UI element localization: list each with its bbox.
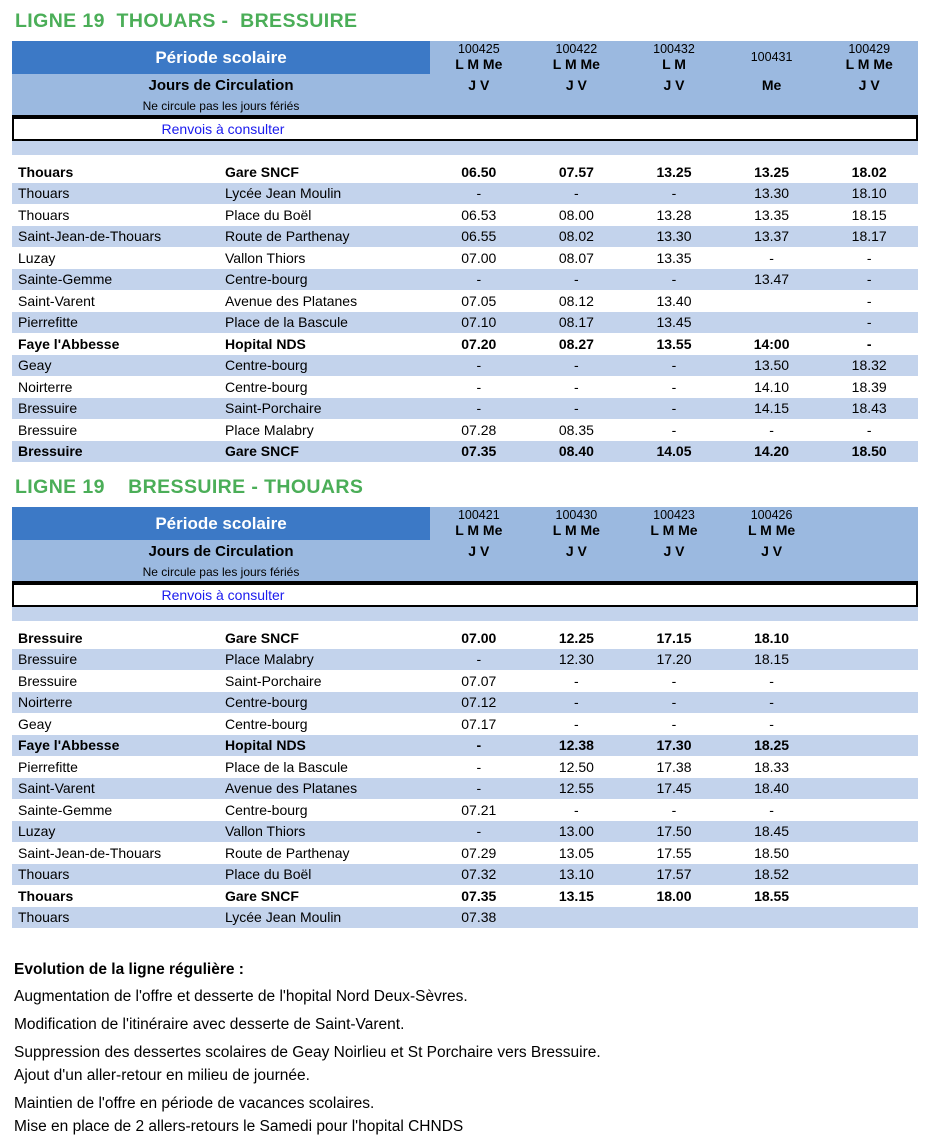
time-cell: 13.40 bbox=[656, 292, 692, 309]
time-cell: 18.02 bbox=[851, 163, 887, 180]
trip-header bbox=[625, 41, 723, 74]
time-cell: 18.43 bbox=[851, 400, 887, 417]
commune-name: Thouars bbox=[18, 866, 70, 883]
trip-jours: J V bbox=[663, 77, 685, 93]
table-title: LIGNE 19 BRESSUIRE - THOUARS bbox=[15, 476, 364, 498]
time-cell: 07.35 bbox=[461, 887, 497, 904]
time-cell: - bbox=[574, 400, 579, 417]
header-note-row bbox=[12, 96, 918, 118]
time-cell: 07.07 bbox=[461, 672, 497, 689]
stop-row bbox=[12, 735, 918, 757]
stop-name: Place Malabry bbox=[225, 421, 314, 438]
time-cell: 13.30 bbox=[656, 228, 692, 245]
time-cell: - bbox=[671, 357, 677, 374]
stop-row bbox=[12, 692, 918, 714]
stop-name: Lycée Jean Moulin bbox=[225, 909, 342, 926]
time-cell: 07.57 bbox=[558, 163, 594, 180]
time-cell: 18.39 bbox=[851, 378, 887, 395]
trip-jours: J V bbox=[858, 77, 880, 93]
time-cell: 07.28 bbox=[461, 421, 497, 438]
period-scolaire-label: Période scolaire bbox=[12, 507, 430, 540]
time-cell: 13.47 bbox=[754, 271, 790, 288]
time-cell: - bbox=[671, 694, 677, 711]
commune-name: Saint-Jean-de-Thouars bbox=[18, 228, 162, 245]
stop-row bbox=[12, 226, 918, 248]
time-cell: - bbox=[866, 249, 872, 266]
stop-name: Gare SNCF bbox=[225, 629, 299, 646]
time-cell: 18.15 bbox=[851, 206, 887, 223]
trip-code: 100422 bbox=[555, 41, 598, 56]
time-cell: - bbox=[476, 780, 482, 797]
trip-jours: J V bbox=[468, 543, 490, 559]
stop-row bbox=[12, 290, 918, 312]
evolution-paragraphs bbox=[14, 985, 928, 1138]
evolution-line: Mise en place de 2 allers-retours le Samedi pour l'hopital CHNDS bbox=[14, 1118, 464, 1135]
trip-header bbox=[723, 507, 821, 540]
time-cell: 13.35 bbox=[656, 249, 692, 266]
time-cell: 12.30 bbox=[558, 651, 594, 668]
time-cell: - bbox=[476, 400, 482, 417]
stop-name: Saint-Porchaire bbox=[225, 672, 322, 689]
stop-row bbox=[12, 756, 918, 778]
spacer-band bbox=[12, 141, 918, 155]
time-cell: 18.55 bbox=[754, 887, 790, 904]
commune-name: Bressuire bbox=[18, 443, 83, 460]
time-cell: 08.35 bbox=[558, 421, 594, 438]
stop-row bbox=[12, 441, 918, 463]
timetable bbox=[12, 41, 918, 462]
time-cell: - bbox=[671, 801, 677, 818]
trip-code: 100432 bbox=[653, 41, 695, 56]
stop-row bbox=[12, 821, 918, 843]
time-cell: 06.50 bbox=[461, 163, 497, 180]
stop-row bbox=[12, 247, 918, 269]
time-cell: 12.38 bbox=[558, 737, 594, 754]
time-cell: 07.17 bbox=[461, 715, 497, 732]
commune-name: Thouars bbox=[18, 163, 74, 180]
evolution-line: Ajout d'un aller-retour en milieu de journée. bbox=[14, 1067, 310, 1084]
period-scolaire-label: Période scolaire bbox=[12, 41, 430, 74]
time-cell: 08.12 bbox=[558, 292, 594, 309]
time-cell: 08.02 bbox=[558, 228, 594, 245]
time-cell: 18.45 bbox=[754, 823, 790, 840]
time-cell: 13.15 bbox=[558, 887, 594, 904]
trip-header bbox=[820, 41, 918, 74]
stop-name: Centre-bourg bbox=[225, 357, 308, 374]
trip-header bbox=[625, 507, 723, 540]
time-cell: 07.38 bbox=[461, 909, 497, 926]
time-cell: - bbox=[574, 715, 579, 732]
holiday-note: Ne circule pas les jours fériés bbox=[142, 564, 300, 579]
time-cell: - bbox=[671, 421, 677, 438]
time-cell: - bbox=[866, 421, 872, 438]
time-cell: - bbox=[769, 249, 774, 266]
trip-code: 100430 bbox=[555, 507, 598, 522]
trip-code: 100429 bbox=[848, 41, 891, 56]
stop-name: Gare SNCF bbox=[225, 163, 299, 180]
trip-header bbox=[430, 41, 528, 74]
stop-row bbox=[12, 713, 918, 735]
time-cell: 13.55 bbox=[656, 335, 692, 352]
commune-name: Thouars bbox=[18, 887, 74, 904]
time-cell: 17.55 bbox=[656, 844, 692, 861]
time-cell: - bbox=[574, 672, 579, 689]
commune-name: Geay bbox=[18, 715, 52, 732]
time-cell: 13.45 bbox=[656, 314, 692, 331]
trip-header bbox=[820, 507, 918, 540]
time-cell: - bbox=[574, 378, 579, 395]
commune-name: Geay bbox=[18, 357, 52, 374]
time-cell: - bbox=[769, 801, 774, 818]
stop-row bbox=[12, 842, 918, 864]
time-cell: - bbox=[769, 672, 774, 689]
time-cell: 07.00 bbox=[461, 629, 497, 646]
time-cell: 07.20 bbox=[461, 335, 497, 352]
time-cell: - bbox=[574, 357, 579, 374]
stop-row bbox=[12, 885, 918, 907]
time-cell: 13.10 bbox=[558, 866, 594, 883]
time-cell: - bbox=[671, 672, 677, 689]
stop-row bbox=[12, 161, 918, 183]
spacer-band bbox=[12, 607, 918, 621]
time-cell: - bbox=[671, 400, 677, 417]
table-thouars-bressuire bbox=[0, 10, 928, 462]
stop-name: Gare SNCF bbox=[225, 443, 299, 460]
stop-row bbox=[12, 355, 918, 377]
evolution-line: Modification de l'itinéraire avec desserte de Saint-Varent. bbox=[14, 1016, 405, 1033]
commune-name: Saint-Varent bbox=[18, 292, 95, 309]
time-cell: 18.10 bbox=[754, 629, 790, 646]
evolution-title: Evolution de la ligne régulière : bbox=[14, 961, 244, 978]
time-cell: 18.52 bbox=[754, 866, 790, 883]
trip-code: 100431 bbox=[750, 49, 793, 64]
time-cell: 07.10 bbox=[461, 314, 497, 331]
time-cell: 08.40 bbox=[558, 443, 594, 460]
evolution-paragraph bbox=[14, 1041, 928, 1087]
stop-name: Hopital NDS bbox=[225, 737, 306, 754]
time-cell: 14.05 bbox=[656, 443, 692, 460]
time-cell: - bbox=[866, 292, 872, 309]
stop-row bbox=[12, 419, 918, 441]
stop-row bbox=[12, 627, 918, 649]
time-cell: 07.21 bbox=[461, 801, 497, 818]
time-cell: 18.50 bbox=[851, 443, 887, 460]
time-cell: - bbox=[671, 378, 677, 395]
renvois-row bbox=[12, 118, 918, 141]
trip-days: L M Me bbox=[552, 521, 600, 538]
time-cell: 18.40 bbox=[754, 780, 790, 797]
trip-days: L M Me bbox=[455, 55, 503, 72]
commune-name: Bressuire bbox=[18, 629, 83, 646]
commune-name: Saint-Varent bbox=[18, 780, 95, 797]
stop-name: Centre-bourg bbox=[225, 715, 308, 732]
renvois-link[interactable]: Renvois à consulter bbox=[161, 121, 285, 137]
time-cell: 17.20 bbox=[656, 651, 692, 668]
renvois-link[interactable]: Renvois à consulter bbox=[161, 587, 285, 603]
stop-row bbox=[12, 398, 918, 420]
evolution-paragraph bbox=[14, 985, 928, 1008]
commune-name: Thouars bbox=[18, 909, 70, 926]
stop-row bbox=[12, 864, 918, 886]
time-cell: 08.00 bbox=[558, 206, 594, 223]
time-cell: 18.10 bbox=[851, 185, 887, 202]
stop-name: Place du Boël bbox=[225, 206, 312, 223]
trip-jours: J V bbox=[663, 543, 685, 559]
time-cell: - bbox=[574, 801, 579, 818]
time-cell: - bbox=[769, 694, 774, 711]
trip-header bbox=[528, 507, 626, 540]
stop-name: Saint-Porchaire bbox=[225, 400, 322, 417]
header-note-row bbox=[12, 562, 918, 584]
commune-name: Sainte-Gemme bbox=[18, 271, 113, 288]
stop-name: Route de Parthenay bbox=[225, 228, 350, 245]
stop-row bbox=[12, 649, 918, 671]
trip-jours: Me bbox=[761, 77, 782, 93]
time-cell: 12.50 bbox=[558, 758, 594, 775]
header-period-row bbox=[12, 507, 918, 540]
time-cell: 17.38 bbox=[656, 758, 692, 775]
time-cell: - bbox=[574, 185, 579, 202]
time-cell: - bbox=[769, 421, 774, 438]
time-cell: - bbox=[476, 271, 482, 288]
commune-name: Pierrefitte bbox=[18, 314, 78, 331]
header-period-row bbox=[12, 41, 918, 74]
stop-name: Hopital NDS bbox=[225, 335, 306, 352]
table-bressuire-thouars bbox=[0, 476, 928, 928]
time-cell: 18.50 bbox=[754, 844, 790, 861]
time-cell: - bbox=[476, 758, 482, 775]
stop-name: Lycée Jean Moulin bbox=[225, 185, 342, 202]
time-cell: 07.05 bbox=[461, 292, 497, 309]
time-cell: 13.28 bbox=[656, 206, 692, 223]
time-cell: 18.32 bbox=[851, 357, 887, 374]
trip-jours: J V bbox=[761, 543, 783, 559]
time-cell: - bbox=[866, 335, 872, 352]
commune-name: Thouars bbox=[18, 185, 70, 202]
time-cell: - bbox=[476, 737, 482, 754]
stop-name: Route de Parthenay bbox=[225, 844, 350, 861]
time-cell: 13.25 bbox=[754, 163, 790, 180]
stop-row bbox=[12, 204, 918, 226]
time-cell: 07.12 bbox=[461, 694, 497, 711]
time-cell: 14.20 bbox=[754, 443, 790, 460]
time-cell: - bbox=[671, 271, 677, 288]
time-cell: 17.50 bbox=[656, 823, 692, 840]
time-cell: - bbox=[769, 715, 774, 732]
time-cell: - bbox=[671, 715, 677, 732]
trip-days: L M Me bbox=[747, 521, 796, 538]
trip-header bbox=[430, 507, 528, 540]
evolution-line: Augmentation de l'offre et desserte de l'hopital Nord Deux-Sèvres. bbox=[14, 988, 468, 1005]
time-cell: 13.05 bbox=[558, 844, 594, 861]
stop-row bbox=[12, 670, 918, 692]
commune-name: Saint-Jean-de-Thouars bbox=[18, 844, 162, 861]
time-cell: 14:00 bbox=[753, 335, 790, 352]
time-cell: - bbox=[574, 694, 579, 711]
trip-code: 100426 bbox=[750, 507, 793, 522]
time-cell: - bbox=[866, 314, 872, 331]
time-cell: 07.29 bbox=[461, 844, 497, 861]
commune-name: Faye l'Abbesse bbox=[18, 737, 120, 754]
time-cell: 12.55 bbox=[558, 780, 594, 797]
time-cell: 18.17 bbox=[851, 228, 887, 245]
header-jours-row bbox=[12, 540, 918, 562]
time-cell: 06.53 bbox=[461, 206, 497, 223]
commune-name: Bressuire bbox=[18, 651, 78, 668]
stop-name: Place de la Bascule bbox=[225, 758, 348, 775]
time-cell: - bbox=[866, 271, 872, 288]
time-cell: 13.35 bbox=[754, 206, 790, 223]
evolution-line: Maintien de l'offre en période de vacances scolaires. bbox=[14, 1095, 375, 1112]
jours-circulation-label: Jours de Circulation bbox=[148, 76, 294, 94]
trip-header bbox=[528, 41, 626, 74]
trip-jours: J V bbox=[468, 77, 490, 93]
trip-code: 100423 bbox=[653, 507, 695, 522]
time-cell: 14.15 bbox=[754, 400, 790, 417]
time-cell: 08.07 bbox=[558, 249, 594, 266]
time-cell: 17.45 bbox=[656, 780, 692, 797]
stop-name: Centre-bourg bbox=[225, 694, 308, 711]
stop-row bbox=[12, 183, 918, 205]
commune-name: Bressuire bbox=[18, 421, 78, 438]
holiday-note: Ne circule pas les jours fériés bbox=[142, 98, 300, 113]
time-cell: 07.35 bbox=[461, 443, 497, 460]
time-cell: 18.33 bbox=[754, 758, 790, 775]
time-cell: - bbox=[476, 378, 482, 395]
stop-name: Centre-bourg bbox=[225, 378, 308, 395]
commune-name: Bressuire bbox=[18, 400, 78, 417]
time-cell: 13.00 bbox=[558, 823, 594, 840]
time-cell: 13.30 bbox=[754, 185, 790, 202]
stop-name: Gare SNCF bbox=[225, 887, 299, 904]
trip-days: L M Me bbox=[455, 521, 503, 538]
commune-name: Pierrefitte bbox=[18, 758, 78, 775]
stop-row bbox=[12, 778, 918, 800]
stop-row bbox=[12, 333, 918, 355]
time-cell: 08.27 bbox=[558, 335, 594, 352]
commune-name: Thouars bbox=[18, 206, 70, 223]
trip-code: 100425 bbox=[457, 41, 500, 56]
commune-name: Noirterre bbox=[18, 694, 73, 711]
trip-days: L M Me bbox=[552, 55, 600, 72]
stops-rows bbox=[12, 161, 918, 462]
commune-name: Sainte-Gemme bbox=[18, 801, 113, 818]
time-cell: 07.00 bbox=[461, 249, 497, 266]
commune-name: Luzay bbox=[18, 823, 56, 840]
time-cell: 07.32 bbox=[461, 866, 497, 883]
jours-circulation-label: Jours de Circulation bbox=[148, 542, 294, 560]
stop-row bbox=[12, 907, 918, 929]
trip-jours: J V bbox=[565, 543, 587, 559]
stop-row bbox=[12, 376, 918, 398]
commune-name: Luzay bbox=[18, 249, 56, 266]
timetable-page bbox=[0, 10, 928, 1134]
time-cell: 18.00 bbox=[656, 887, 692, 904]
renvois-row bbox=[12, 584, 918, 607]
time-cell: 17.57 bbox=[656, 866, 692, 883]
time-cell: - bbox=[574, 271, 579, 288]
time-cell: - bbox=[476, 823, 482, 840]
stop-name: Vallon Thiors bbox=[225, 249, 306, 266]
time-cell: 06.55 bbox=[461, 228, 497, 245]
evolution-paragraph bbox=[14, 1092, 928, 1138]
time-cell: 17.15 bbox=[656, 629, 692, 646]
time-cell: - bbox=[671, 185, 677, 202]
timetable bbox=[12, 507, 918, 928]
stop-name: Place de la Bascule bbox=[225, 314, 348, 331]
table-title: LIGNE 19 THOUARS - BRESSUIRE bbox=[15, 10, 358, 32]
evolution-paragraph bbox=[14, 1013, 928, 1036]
trip-code: 100421 bbox=[457, 507, 500, 522]
time-cell: 14.10 bbox=[754, 378, 790, 395]
stop-name: Vallon Thiors bbox=[225, 823, 306, 840]
stop-row bbox=[12, 799, 918, 821]
stop-name: Centre-bourg bbox=[225, 271, 308, 288]
evolution-notes bbox=[14, 958, 928, 1138]
time-cell: - bbox=[476, 185, 482, 202]
time-cell: 13.50 bbox=[754, 357, 790, 374]
stop-name: Place du Boël bbox=[225, 866, 312, 883]
stop-name: Place Malabry bbox=[225, 651, 314, 668]
time-cell: 18.25 bbox=[754, 737, 790, 754]
trip-jours: J V bbox=[565, 77, 587, 93]
time-cell: - bbox=[476, 357, 482, 374]
time-cell: 13.37 bbox=[754, 228, 790, 245]
time-cell: 13.25 bbox=[656, 163, 692, 180]
time-cell: 08.17 bbox=[558, 314, 594, 331]
time-cell: - bbox=[476, 651, 482, 668]
trip-header bbox=[723, 41, 821, 74]
time-cell: 17.30 bbox=[656, 737, 692, 754]
time-cell: 18.15 bbox=[754, 651, 790, 668]
commune-name: Bressuire bbox=[18, 672, 78, 689]
trip-days: L M bbox=[662, 55, 686, 72]
stop-row bbox=[12, 269, 918, 291]
trip-days: L M Me bbox=[845, 55, 893, 72]
time-cell: 12.25 bbox=[558, 629, 594, 646]
commune-name: Noirterre bbox=[18, 378, 73, 395]
commune-name: Faye l'Abbesse bbox=[18, 335, 120, 352]
stop-name: Avenue des Platanes bbox=[225, 780, 358, 797]
stops-rows bbox=[12, 627, 918, 928]
header-jours-row bbox=[12, 74, 918, 96]
trip-days: L M Me bbox=[650, 521, 698, 538]
stop-row bbox=[12, 312, 918, 334]
stop-name: Centre-bourg bbox=[225, 801, 308, 818]
stop-name: Avenue des Platanes bbox=[225, 292, 358, 309]
evolution-line: Suppression des dessertes scolaires de Geay Noirlieu et St Porchaire vers Bressuire. bbox=[14, 1044, 601, 1061]
